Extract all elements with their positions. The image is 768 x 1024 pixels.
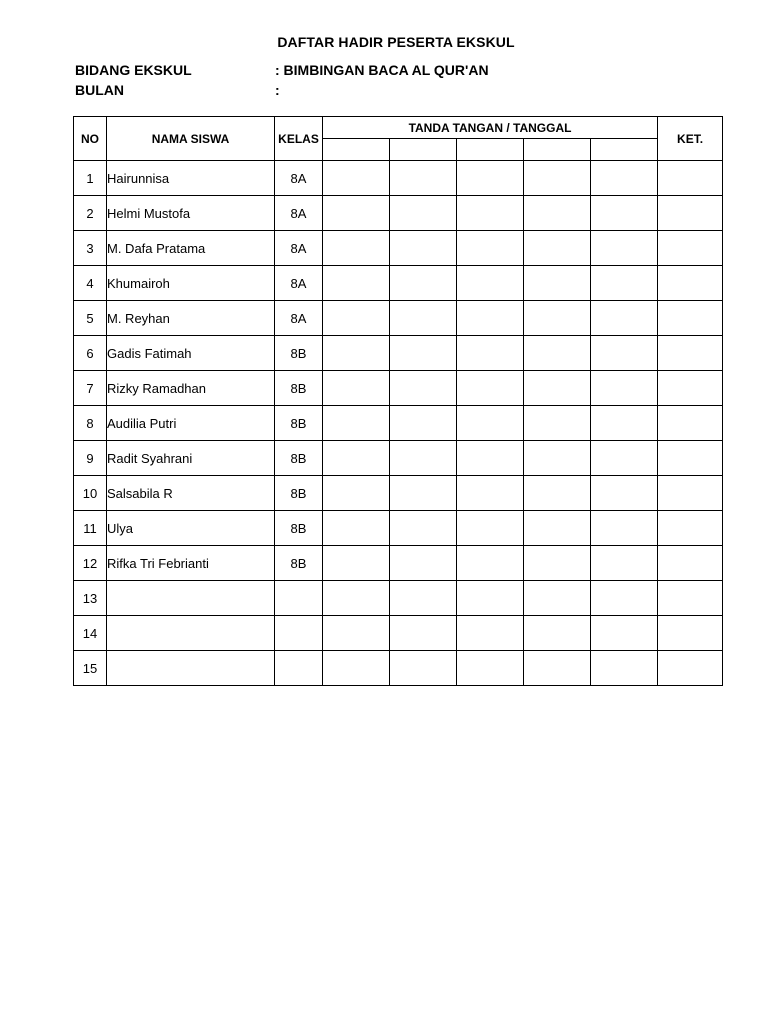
table-row (74, 476, 723, 511)
signature-cell[interactable] (390, 651, 457, 686)
signature-cell[interactable] (323, 581, 390, 616)
row-number: 5 (74, 301, 107, 336)
table-row (74, 441, 723, 476)
signature-cell[interactable] (524, 441, 591, 476)
signature-cell[interactable] (457, 616, 524, 651)
signature-cell[interactable] (524, 476, 591, 511)
note-cell[interactable] (658, 301, 723, 336)
note-cell[interactable] (658, 196, 723, 231)
signature-cell[interactable] (591, 161, 658, 196)
student-name (107, 581, 275, 616)
row-number: 14 (74, 616, 107, 651)
row-number: 9 (74, 441, 107, 476)
note-cell[interactable] (658, 581, 723, 616)
signature-cell[interactable] (390, 441, 457, 476)
student-class (275, 651, 323, 686)
date-column-cell[interactable] (524, 139, 591, 161)
signature-cell[interactable] (591, 266, 658, 301)
signature-cell[interactable] (591, 546, 658, 581)
signature-cell[interactable] (524, 196, 591, 231)
table-row (74, 301, 723, 336)
header-ket: KET. (658, 117, 723, 161)
date-column-cell[interactable] (323, 139, 390, 161)
table-row (74, 266, 723, 301)
student-class: 8B (275, 511, 323, 546)
signature-cell[interactable] (323, 546, 390, 581)
signature-cell[interactable] (457, 441, 524, 476)
document-title: DAFTAR HADIR PESERTA EKSKUL (277, 34, 515, 50)
table-row (74, 616, 723, 651)
signature-cell[interactable] (390, 546, 457, 581)
signature-cell[interactable] (524, 581, 591, 616)
signature-cell[interactable] (457, 406, 524, 441)
signature-cell[interactable] (524, 336, 591, 371)
signature-cell[interactable] (591, 616, 658, 651)
field-value: : BIMBINGAN BACA AL QUR'AN (275, 62, 489, 78)
row-number: 4 (74, 266, 107, 301)
row-number: 10 (74, 476, 107, 511)
note-cell[interactable] (658, 616, 723, 651)
field-label: BULAN (75, 82, 124, 98)
signature-cell[interactable] (591, 441, 658, 476)
signature-cell[interactable] (591, 336, 658, 371)
note-cell[interactable] (658, 371, 723, 406)
row-number: 8 (74, 406, 107, 441)
note-cell[interactable] (658, 546, 723, 581)
signature-cell[interactable] (591, 511, 658, 546)
signature-cell[interactable] (457, 231, 524, 266)
signature-cell[interactable] (390, 616, 457, 651)
student-class: 8A (275, 231, 323, 266)
row-number: 12 (74, 546, 107, 581)
row-number: 7 (74, 371, 107, 406)
signature-cell[interactable] (390, 196, 457, 231)
student-class: 8B (275, 371, 323, 406)
signature-cell[interactable] (591, 476, 658, 511)
student-name: M. Reyhan (107, 301, 275, 336)
signature-cell[interactable] (591, 196, 658, 231)
table-row (74, 371, 723, 406)
student-class: 8B (275, 476, 323, 511)
signature-cell[interactable] (390, 161, 457, 196)
signature-cell[interactable] (390, 371, 457, 406)
row-number: 2 (74, 196, 107, 231)
row-number: 1 (74, 161, 107, 196)
signature-cell[interactable] (457, 546, 524, 581)
signature-cell[interactable] (524, 266, 591, 301)
student-name: Gadis Fatimah (107, 336, 275, 371)
date-column-cell[interactable] (591, 139, 658, 161)
student-name: Rifka Tri Febrianti (107, 546, 275, 581)
student-class: 8A (275, 161, 323, 196)
note-cell[interactable] (658, 231, 723, 266)
field-label: BIDANG EKSKUL (75, 62, 192, 78)
header-nama-siswa: NAMA SISWA (107, 117, 275, 161)
student-class (275, 581, 323, 616)
signature-cell[interactable] (323, 406, 390, 441)
signature-cell[interactable] (323, 301, 390, 336)
signature-cell[interactable] (524, 301, 591, 336)
signature-cell[interactable] (524, 511, 591, 546)
student-name: Rizky Ramadhan (107, 371, 275, 406)
header-tanda-tangan-tanggal: TANDA TANGAN / TANGGAL (323, 117, 658, 139)
student-name: Hairunnisa (107, 161, 275, 196)
student-name: M. Dafa Pratama (107, 231, 275, 266)
note-cell[interactable] (658, 441, 723, 476)
signature-cell[interactable] (323, 336, 390, 371)
signature-cell[interactable] (457, 161, 524, 196)
row-number: 11 (74, 511, 107, 546)
signature-cell[interactable] (390, 581, 457, 616)
signature-cell[interactable] (390, 336, 457, 371)
note-cell[interactable] (658, 266, 723, 301)
student-class: 8A (275, 301, 323, 336)
student-name: Salsabila R (107, 476, 275, 511)
signature-cell[interactable] (323, 196, 390, 231)
signature-cell[interactable] (457, 301, 524, 336)
signature-cell[interactable] (390, 476, 457, 511)
signature-cell[interactable] (323, 441, 390, 476)
student-name (107, 651, 275, 686)
signature-cell[interactable] (591, 231, 658, 266)
signature-cell[interactable] (524, 371, 591, 406)
signature-cell[interactable] (323, 651, 390, 686)
note-cell[interactable] (658, 476, 723, 511)
signature-cell[interactable] (323, 511, 390, 546)
table-row (74, 231, 723, 266)
signature-cell[interactable] (524, 616, 591, 651)
signature-cell[interactable] (390, 266, 457, 301)
table-row (74, 336, 723, 371)
row-number: 15 (74, 651, 107, 686)
student-class (275, 616, 323, 651)
row-number: 3 (74, 231, 107, 266)
signature-cell[interactable] (524, 161, 591, 196)
signature-cell[interactable] (591, 301, 658, 336)
signature-cell[interactable] (323, 476, 390, 511)
signature-cell[interactable] (323, 371, 390, 406)
attendance-rows (74, 161, 723, 686)
student-name: Radit Syahrani (107, 441, 275, 476)
signature-cell[interactable] (457, 511, 524, 546)
signature-cell[interactable] (524, 231, 591, 266)
header-no: NO (74, 117, 107, 161)
note-cell[interactable] (658, 406, 723, 441)
signature-cell[interactable] (323, 616, 390, 651)
signature-cell[interactable] (390, 511, 457, 546)
table-row (74, 406, 723, 441)
student-class: 8B (275, 336, 323, 371)
student-class: 8B (275, 406, 323, 441)
note-cell[interactable] (658, 336, 723, 371)
student-name: Khumairoh (107, 266, 275, 301)
table-row (74, 511, 723, 546)
signature-cell[interactable] (323, 231, 390, 266)
row-number: 13 (74, 581, 107, 616)
signature-cell[interactable] (457, 651, 524, 686)
signature-cell[interactable] (591, 581, 658, 616)
table-row (74, 196, 723, 231)
student-class: 8B (275, 546, 323, 581)
student-name: Helmi Mustofa (107, 196, 275, 231)
signature-cell[interactable] (323, 266, 390, 301)
signature-cell[interactable] (524, 406, 591, 441)
signature-cell[interactable] (591, 406, 658, 441)
signature-cell[interactable] (457, 371, 524, 406)
signature-cell[interactable] (390, 301, 457, 336)
date-column-cell[interactable] (390, 139, 457, 161)
table-row (74, 161, 723, 196)
signature-cell[interactable] (457, 196, 524, 231)
note-cell[interactable] (658, 651, 723, 686)
student-name: Ulya (107, 511, 275, 546)
signature-cell[interactable] (524, 546, 591, 581)
student-name: Audilia Putri (107, 406, 275, 441)
signature-cell[interactable] (390, 406, 457, 441)
student-class: 8A (275, 266, 323, 301)
table-row (74, 546, 723, 581)
signature-cell[interactable] (457, 266, 524, 301)
table-row (74, 651, 723, 686)
signature-cell[interactable] (457, 581, 524, 616)
signature-cell[interactable] (323, 161, 390, 196)
signature-cell[interactable] (457, 476, 524, 511)
student-class: 8A (275, 196, 323, 231)
table-row (74, 581, 723, 616)
student-class: 8B (275, 441, 323, 476)
signature-cell[interactable] (390, 231, 457, 266)
note-cell[interactable] (658, 511, 723, 546)
signature-cell[interactable] (591, 651, 658, 686)
attendance-table (73, 116, 723, 686)
field-value: : (275, 82, 280, 98)
signature-cell[interactable] (591, 371, 658, 406)
signature-cell[interactable] (457, 336, 524, 371)
signature-cell[interactable] (524, 651, 591, 686)
header-kelas: KELAS (275, 117, 323, 161)
note-cell[interactable] (658, 161, 723, 196)
date-column-cell[interactable] (457, 139, 524, 161)
row-number: 6 (74, 336, 107, 371)
student-name (107, 616, 275, 651)
